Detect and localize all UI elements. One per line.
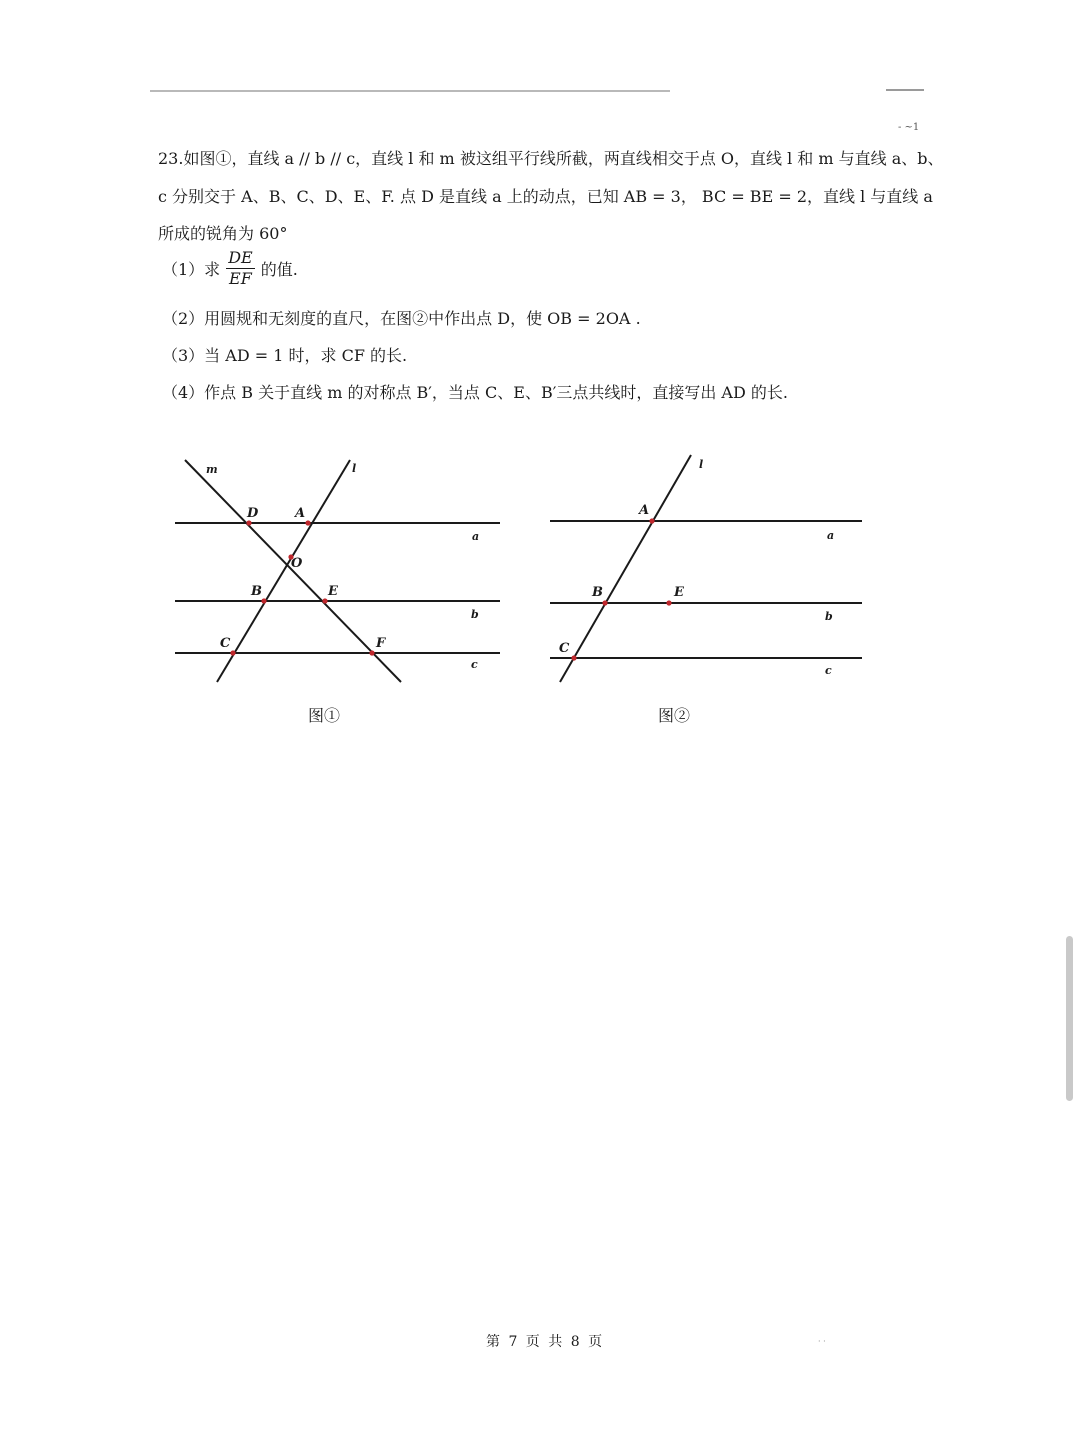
- fraction-de-ef: [226, 248, 255, 289]
- question-line-3: 所成的锐角为 60°: [158, 224, 288, 243]
- label-E: E: [674, 585, 684, 600]
- line-l: [560, 455, 691, 682]
- point-E: [322, 598, 327, 603]
- line-l: [217, 460, 350, 682]
- page-footer: 第 7 页 共 8 页: [486, 1334, 605, 1350]
- label-c: c: [825, 664, 832, 677]
- point-C: [230, 650, 235, 655]
- label-E: E: [328, 584, 338, 599]
- point-C: [571, 655, 576, 660]
- figure-1-caption: 图①: [308, 706, 341, 725]
- label-B: B: [592, 585, 603, 600]
- figure-1-diagram: [170, 450, 515, 690]
- label-F: F: [376, 636, 386, 651]
- point-A: [305, 520, 310, 525]
- label-l: l: [699, 458, 704, 471]
- point-A: [649, 518, 654, 523]
- label-O: O: [291, 556, 303, 571]
- question-line-1: 23.如图①，直线 a // b // c，直线 l 和 m 被这组平行线所截，两直线相交于点 O，直线 l 和 m 与直线 a、b、: [158, 149, 944, 168]
- label-C: C: [559, 641, 570, 656]
- figure-2-diagram: [545, 450, 875, 690]
- label-a: a: [827, 529, 835, 542]
- sub-question-1: [162, 248, 298, 289]
- label-b: b: [825, 610, 833, 623]
- label-C: C: [220, 636, 231, 651]
- sub-question-4: （4）作点 B 关于直线 m 的对称点 B′，当点 C、E、B′三点共线时，直接写出 AD 的长.: [162, 383, 788, 402]
- point-D: [246, 520, 251, 525]
- fraction-denominator: EF: [229, 269, 252, 288]
- label-D: D: [247, 506, 259, 521]
- scan-specks: · ·: [818, 1337, 826, 1346]
- point-B: [261, 598, 266, 603]
- figure-2-caption: 图②: [658, 706, 691, 725]
- label-m: m: [206, 463, 218, 476]
- sub1-suffix: 的值.: [260, 260, 298, 279]
- sub-question-3: （3）当 AD = 1 时，求 CF 的长.: [162, 346, 408, 365]
- label-B: B: [251, 584, 262, 599]
- scrollbar[interactable]: [1066, 936, 1073, 1101]
- label-b: b: [471, 608, 479, 621]
- label-c: c: [471, 658, 478, 671]
- label-A: A: [639, 503, 650, 518]
- label-l: l: [352, 462, 357, 475]
- header-rule-right: [886, 89, 924, 91]
- sub1-prefix: （1）求: [162, 260, 221, 279]
- label-a: a: [472, 530, 480, 543]
- label-A: A: [295, 506, 306, 521]
- point-B: [602, 600, 607, 605]
- question-stem: [158, 140, 944, 253]
- question-line-2: c 分别交于 A、B、C、D、E、F. 点 D 是直线 a 上的动点，已知 AB = 3， BC = BE = 2，直线 l 与直线 a: [158, 186, 933, 206]
- point-E: [666, 600, 671, 605]
- point-F: [369, 650, 374, 655]
- header-rule: [150, 90, 670, 92]
- fraction-numerator: DE: [228, 248, 253, 267]
- corner-mark: - ~1: [898, 122, 920, 133]
- line-m: [185, 460, 401, 682]
- sub-question-2: （2）用圆规和无刻度的直尺，在图②中作出点 D，使 OB = 2OA .: [162, 309, 641, 328]
